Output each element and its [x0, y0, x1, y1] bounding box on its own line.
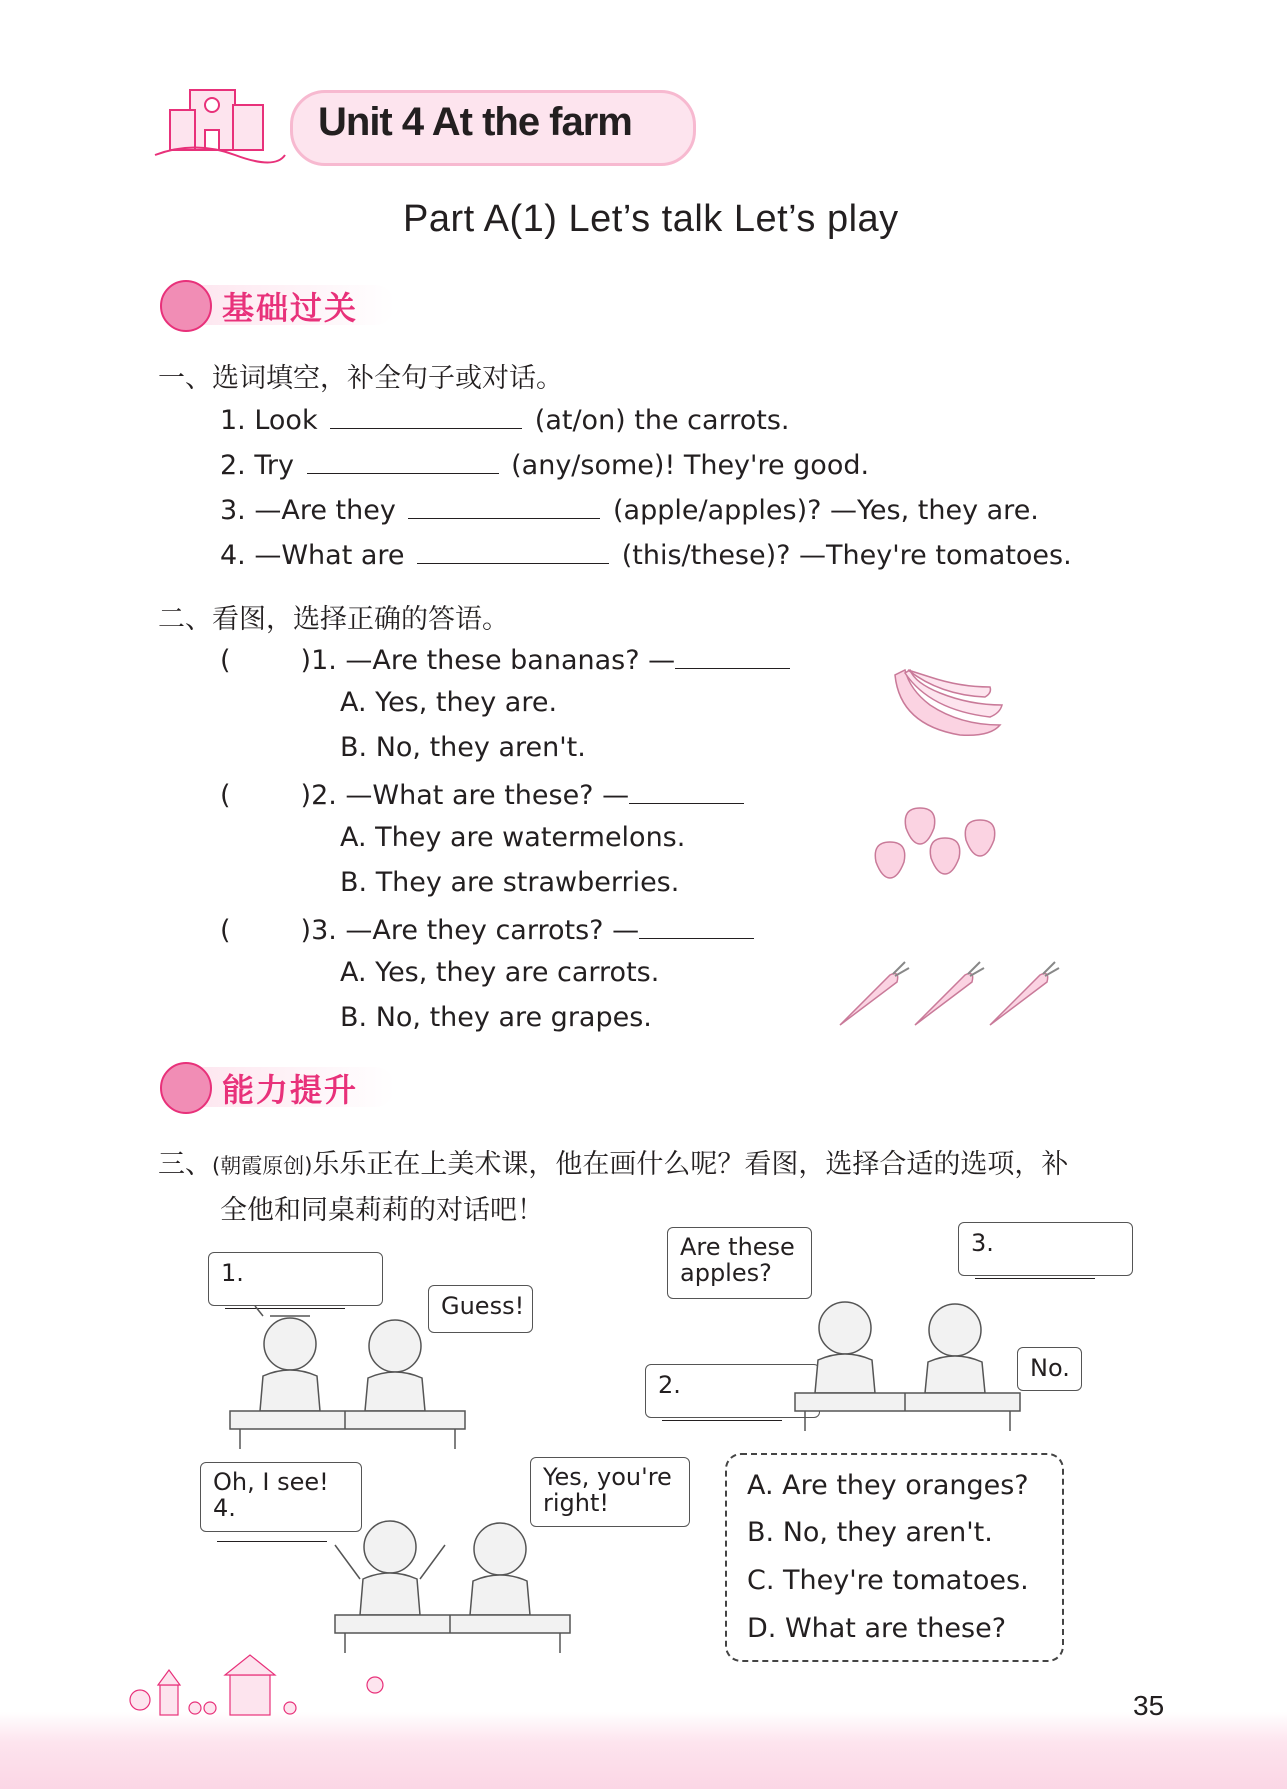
- q1-item-3-after: (apple/apples)? —Yes, they are.: [613, 495, 1039, 526]
- q1-item-1-before: 1. Look: [220, 405, 318, 436]
- q2-item-1-option-b: B. No, they aren't.: [340, 732, 586, 763]
- q1-item-1: [220, 402, 789, 436]
- q2-item-3-option-a: A. Yes, they are carrots.: [340, 957, 660, 988]
- classroom-scene-1-illustration: [225, 1306, 475, 1451]
- option-b: B. No, they aren't.: [747, 1517, 993, 1548]
- q1-item-1-after: (at/on) the carrots.: [534, 405, 790, 436]
- unit-title: Unit 4 At the farm: [318, 100, 632, 144]
- bubble-3-label: 3.: [971, 1229, 994, 1257]
- answer-blank[interactable]: [417, 537, 609, 564]
- option-d: D. What are these?: [747, 1613, 1007, 1644]
- bubble-1: [208, 1252, 383, 1306]
- school-building-icon: [155, 70, 285, 165]
- q1-instruction: 一、选词填空，补全句子或对话。: [158, 363, 563, 394]
- q2-item-2-option-a: A. They are watermelons.: [340, 822, 686, 853]
- answer-blank[interactable]: [408, 492, 600, 519]
- bananas-icon: [890, 665, 1010, 745]
- bubble-oh-i-see-line2: [213, 1495, 349, 1547]
- section2-mascot-icon: [160, 1062, 212, 1114]
- answer-blank[interactable]: [639, 912, 754, 939]
- bubble-yes-right: Yes, you're right!: [530, 1457, 690, 1527]
- q2-item-1-question: )1. —Are these bananas? —: [300, 645, 676, 676]
- section2-title: 能力提升: [222, 1071, 359, 1109]
- answer-blank[interactable]: [217, 1523, 327, 1542]
- section1-title: 基础过关: [222, 289, 359, 327]
- answer-blank[interactable]: [307, 447, 499, 474]
- bubble-oh-i-see-line1: Oh, I see!: [213, 1468, 329, 1496]
- q1-item-2-after: (any/some)! They're good.: [511, 450, 870, 481]
- bubble-1-label: 1.: [221, 1259, 244, 1287]
- bubble-3: [958, 1222, 1133, 1276]
- q1-item-4: [220, 537, 1072, 571]
- answer-blank[interactable]: [662, 1402, 782, 1421]
- answer-blank[interactable]: [629, 777, 744, 804]
- q3-instruction-line2: 全他和同桌莉莉的对话吧！: [220, 1195, 544, 1226]
- q3-instruction-text: 乐乐正在上美术课，他在画什么呢？看图，选择合适的选项，补: [312, 1149, 1069, 1180]
- bubble-guess: Guess!: [428, 1285, 533, 1333]
- q2-item-2-open: (: [220, 780, 231, 811]
- q3-prefix: 三、: [158, 1149, 212, 1180]
- q2-item-2-question: )2. —What are these? —: [300, 780, 630, 811]
- part-title: Part A(1) Let’s talk Let’s play: [403, 198, 899, 240]
- q2-instruction: 二、看图，选择正确的答语。: [158, 604, 509, 635]
- footer-band: [0, 1712, 1287, 1789]
- q1-item-4-after: (this/these)? —They're tomatoes.: [621, 540, 1072, 571]
- q3-instruction-line1: [158, 1142, 1068, 1181]
- bubble-apples: Are these apples?: [667, 1227, 812, 1299]
- section1-mascot-icon: [160, 280, 212, 332]
- q1-item-3-before: 3. —Are they: [220, 495, 396, 526]
- q2-item-3: [220, 912, 758, 946]
- q1-item-4-before: 4. —What are: [220, 540, 405, 571]
- q2-item-1-option-a: A. Yes, they are.: [340, 687, 558, 718]
- q2-item-2: [220, 777, 748, 811]
- q1-item-3: [220, 492, 1039, 526]
- carrots-icon: [835, 960, 1065, 1030]
- q2-item-1-open: (: [220, 645, 231, 676]
- answer-blank[interactable]: [675, 642, 790, 669]
- footer-castle-decoration: [120, 1650, 420, 1720]
- q2-item-3-open: (: [220, 915, 231, 946]
- unit-header-illustration: [155, 70, 285, 165]
- page-number: 35: [1133, 1690, 1165, 1721]
- classroom-scene-3-illustration: [330, 1505, 580, 1655]
- strawberries-icon: [870, 800, 1030, 890]
- answer-blank[interactable]: [975, 1260, 1095, 1279]
- q2-item-3-question: )3. —Are they carrots? —: [300, 915, 640, 946]
- q2-item-1: [220, 642, 794, 676]
- option-c: C. They're tomatoes.: [747, 1565, 1029, 1596]
- q1-item-2: [220, 447, 869, 481]
- classroom-scene-2-illustration: [790, 1288, 1030, 1433]
- option-a: A. Are they oranges?: [747, 1470, 1029, 1501]
- answer-blank[interactable]: [330, 402, 522, 429]
- q2-item-2-option-b: B. They are strawberries.: [340, 867, 680, 898]
- q1-item-2-before: 2. Try: [220, 450, 294, 481]
- q2-item-3-option-b: B. No, they are grapes.: [340, 1002, 652, 1033]
- bubble-no: No.: [1017, 1347, 1082, 1391]
- bubble-4-label: 4.: [213, 1494, 236, 1522]
- bubble-2-label: 2.: [658, 1371, 681, 1399]
- q3-source: (朝霞原创): [212, 1154, 313, 1178]
